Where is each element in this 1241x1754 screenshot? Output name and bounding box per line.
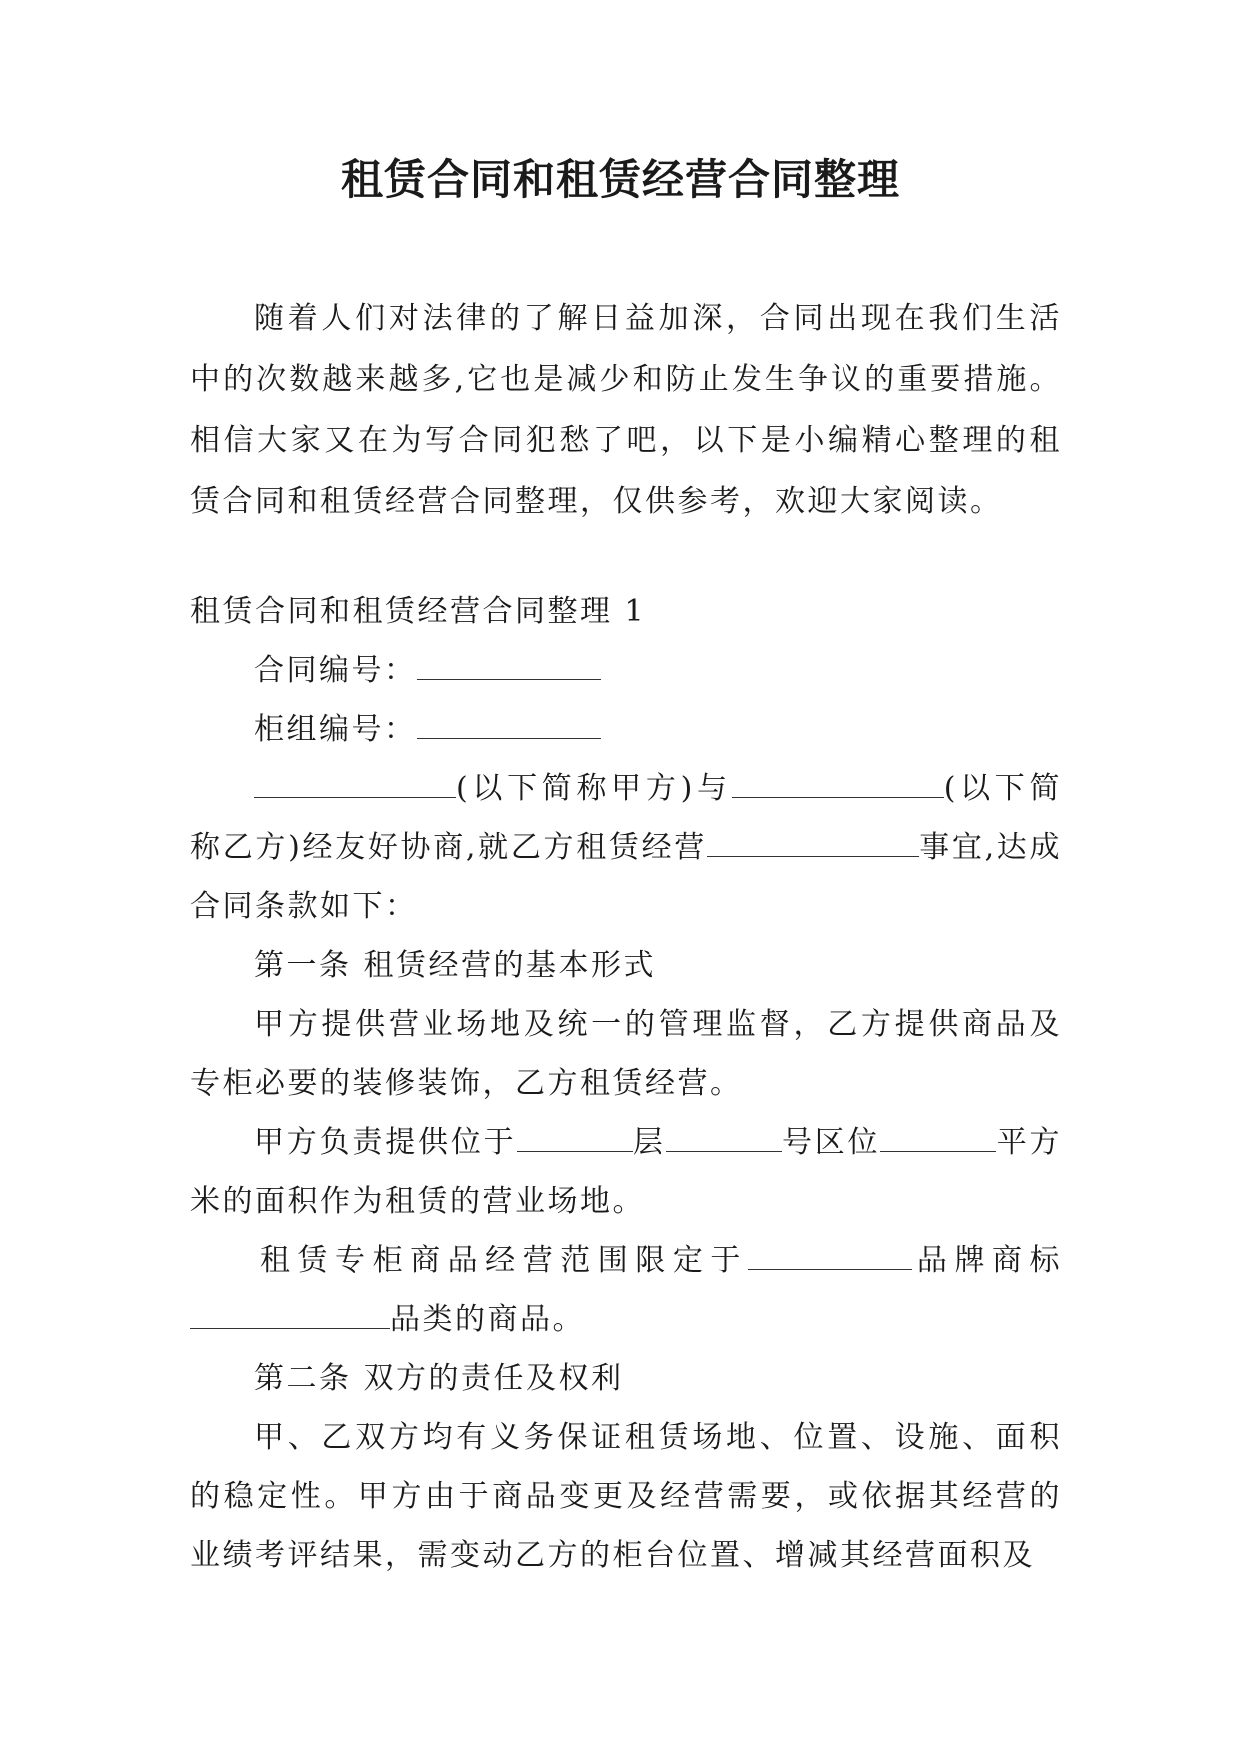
contract-number-label: 合同编号：: [254, 653, 417, 688]
section-heading: 租赁合同和租赁经营合同整理 1: [190, 594, 647, 629]
parties-text-1: (以下简称甲方)与: [456, 771, 732, 806]
scope-text-2: 品牌商标: [911, 1243, 1063, 1278]
intro-paragraph: 随着人们对法律的了解日益加深，合同出现在我们生活中的次数越来越多,它也是减少和防止发生争议的重要措施。相信大家又在为写合同犯愁了吧，以下是小编精心整理的租赁合同和租赁经营合同整理，仅供参考，欢迎大家阅读。: [190, 301, 1062, 519]
location-text-4: 平方米的面积作为租赁的营业场地。: [190, 1125, 1062, 1219]
counter-number-blank: [417, 711, 601, 739]
counter-number-label: 柜组编号：: [254, 712, 417, 747]
party-b-blank: [732, 770, 944, 798]
document-title: 租赁合同和租赁经营合同整理: [340, 155, 900, 204]
article-1-paragraph-2: [190, 1113, 1062, 1231]
scope-text-3: 品类的商品。: [390, 1302, 585, 1337]
lease-item-blank: [707, 829, 919, 857]
counter-number-line: [190, 700, 1062, 759]
parties-text-3: 事宜,达成合同条款如下：: [190, 830, 1062, 924]
article-1-paragraph-1: 甲方提供营业场地及统一的管理监督，乙方提供商品及专柜必要的装修装饰，乙方租赁经营。: [190, 1007, 1062, 1101]
location-text-1: 甲方负责提供位于: [254, 1125, 517, 1160]
location-text-3: 号区位: [781, 1125, 881, 1160]
location-text-2: 层: [632, 1125, 666, 1160]
category-blank: [190, 1301, 390, 1329]
area-blank: [880, 1124, 996, 1152]
article-1-paragraph-3: [190, 1231, 1062, 1349]
parties-paragraph: [190, 759, 1062, 936]
scope-text-1: 租赁专柜商品经营范围限定于: [260, 1243, 748, 1278]
party-a-blank: [254, 770, 456, 798]
document-body: [190, 288, 1062, 1585]
contract-number-line: [190, 641, 1062, 700]
article-1-title: 第一条 租赁经营的基本形式: [254, 948, 657, 983]
contract-number-blank: [417, 652, 601, 680]
article-2-paragraph-1: 甲、乙双方均有义务保证租赁场地、位置、设施、面积的稳定性。甲方由于商品变更及经营需要，或依据其经营的业绩考评结果，需变动乙方的柜台位置、增减其经营面积及: [190, 1420, 1062, 1573]
parties-text-2: (以下简称乙方)经友好协商,就乙方租赁经营: [190, 771, 1062, 865]
article-2-title: 第二条 双方的责任及权利: [254, 1361, 624, 1396]
zone-blank: [666, 1124, 782, 1152]
brand-blank: [748, 1242, 912, 1270]
floor-blank: [517, 1124, 633, 1152]
